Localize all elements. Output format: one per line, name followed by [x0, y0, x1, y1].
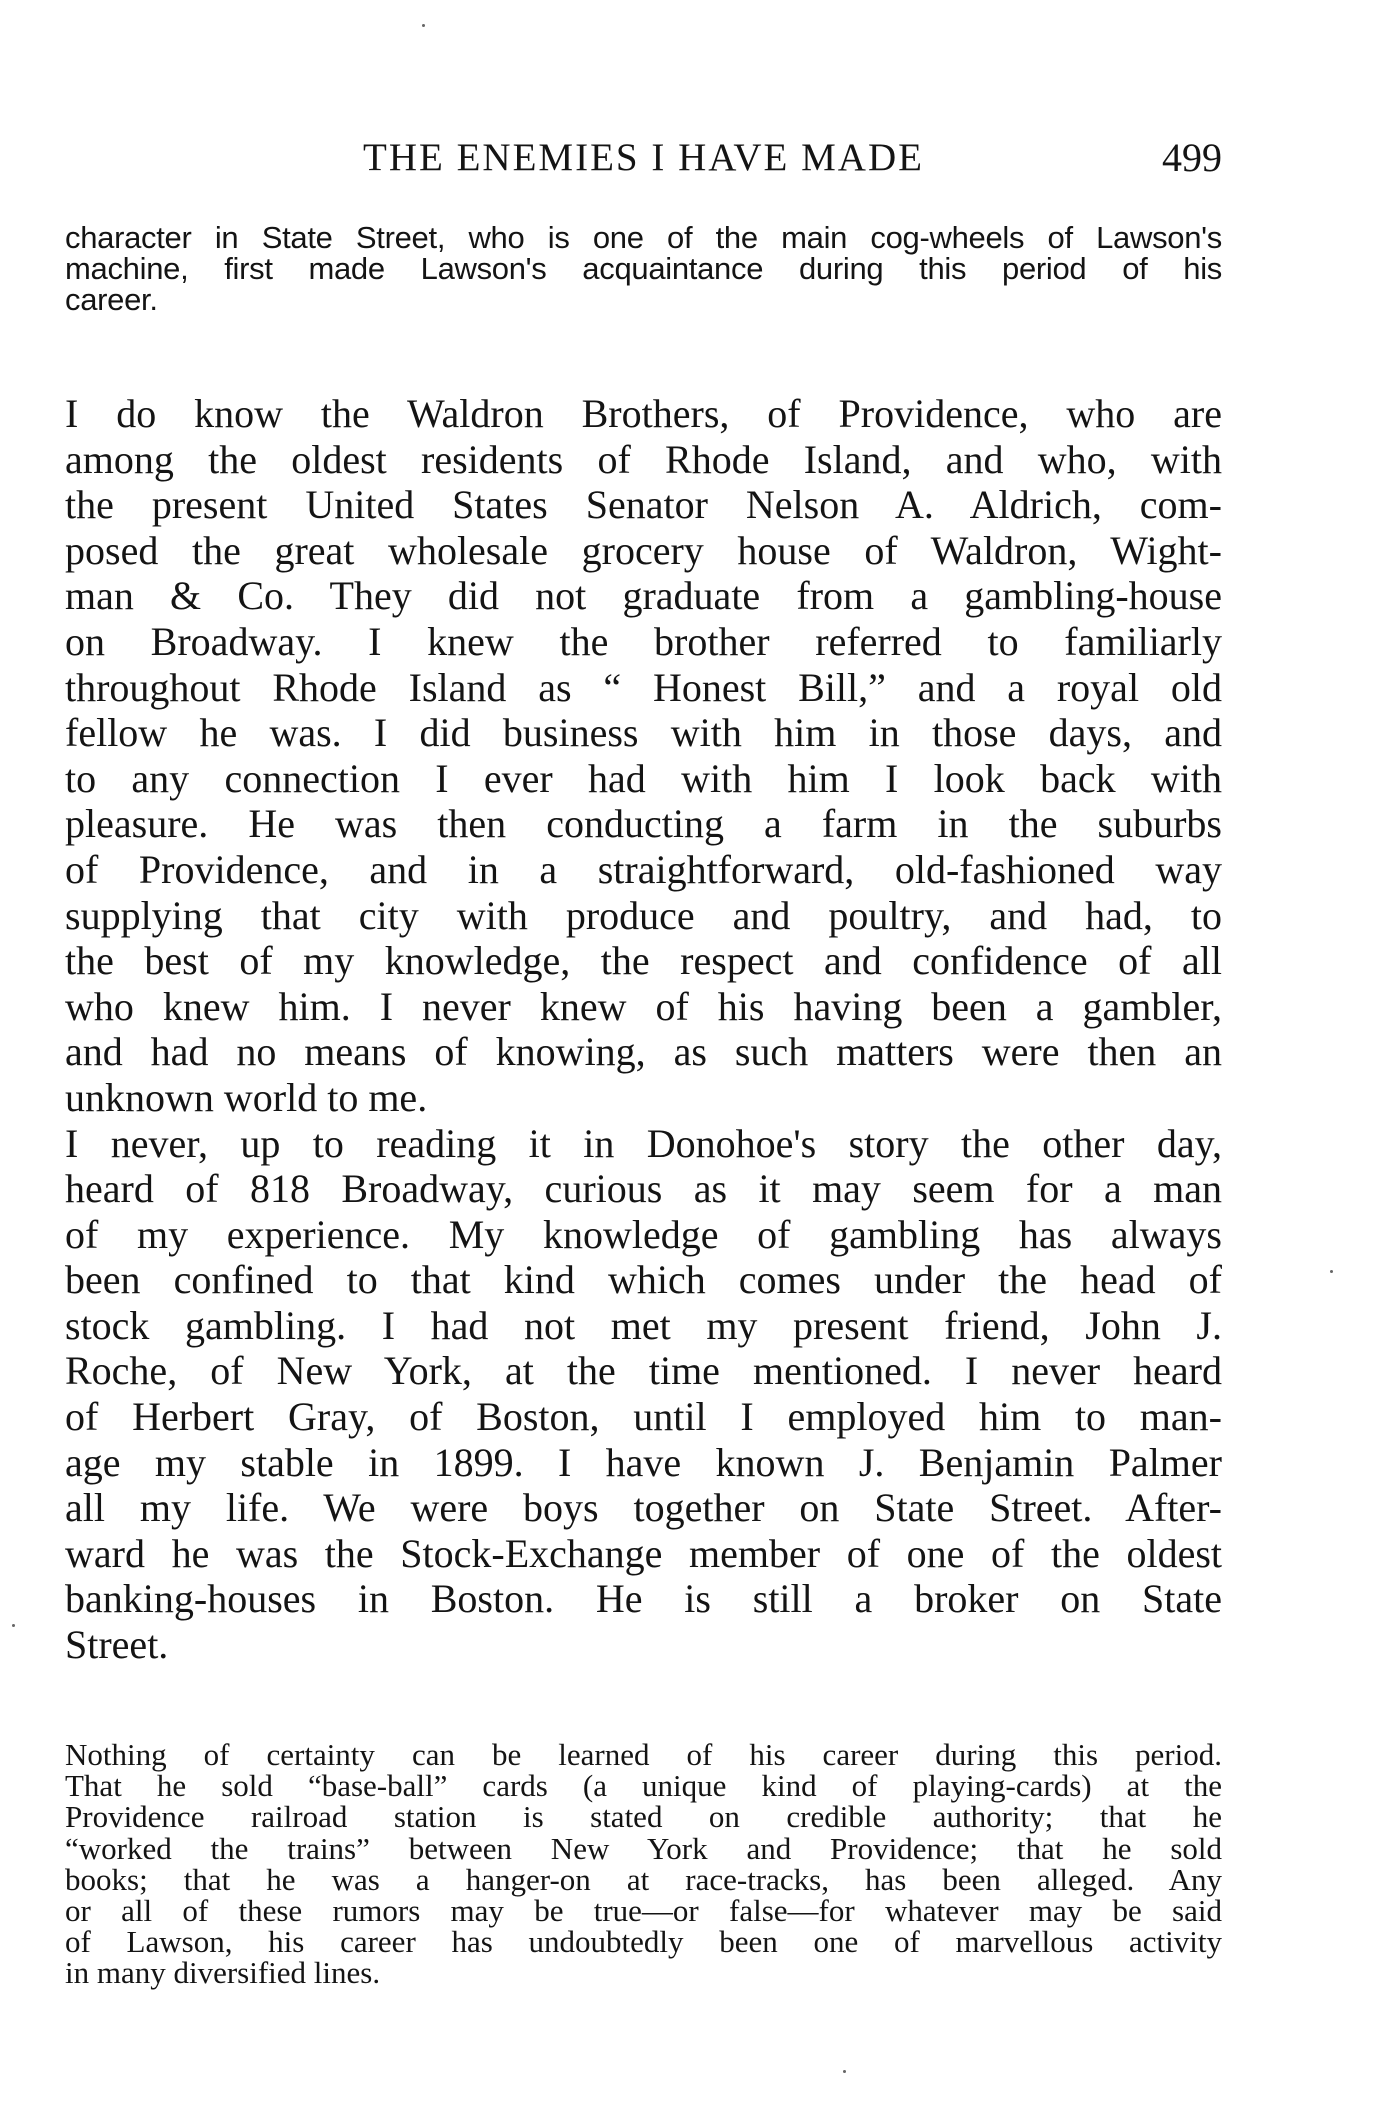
body-line: pleasure. He was then conducting a farm in the suburbs	[65, 801, 1222, 847]
main-text	[65, 391, 1222, 1668]
body-line: ward he was the Stock-Exchange member of one of the oldest	[65, 1530, 1222, 1576]
footnote-line: Nothing of certainty can be learned of his career during this period.	[65, 1737, 1222, 1772]
body-line: heard of 818 Broadway, curious as it may seem for a man	[65, 1166, 1222, 1212]
body-line: age my stable in 1899. I have known J. Benjamin Palmer	[65, 1439, 1222, 1485]
footnote	[65, 1739, 1222, 1989]
note-line: career.	[65, 282, 158, 317]
body-line: the present United States Senator Nelson A. Aldrich, com-	[65, 482, 1222, 528]
body-line: to any connection I ever had with him I look back with	[65, 755, 1222, 801]
paper-speck	[843, 2070, 846, 2073]
note-line: machine, first made Lawson's acquaintance during this period of his	[65, 251, 1222, 286]
body-line: I never, up to reading it in Donohoe's story the other day,	[65, 1120, 1222, 1166]
body-line: who knew him. I never knew of his having been a gambler,	[65, 983, 1222, 1029]
body-line: fellow he was. I did business with him in those days, and	[65, 710, 1222, 756]
footnote-line: That he sold “base-ball” cards (a unique kind of playing-cards) at the	[65, 1768, 1222, 1804]
footnote-line: of Lawson, his career has undoubtedly been one of marvellous activity	[65, 1924, 1222, 1960]
body-line: and had no means of knowing, as such matters were then an	[65, 1029, 1222, 1075]
footnote-line: “worked the trains” between New York and Providence; that he sold	[65, 1830, 1222, 1866]
body-line: supplying that city with produce and poultry, and had, to	[65, 892, 1222, 938]
paper-speck	[12, 1624, 15, 1627]
running-title: THE ENEMIES I HAVE MADE	[363, 136, 924, 179]
body-line: stock gambling. I had not met my present friend, John J.	[65, 1302, 1222, 1348]
footnote-line: in many diversified lines.	[65, 1955, 381, 1991]
body-line: among the oldest residents of Rhode Island, and who, with	[65, 436, 1222, 482]
body-line: throughout Rhode Island as “ Honest Bill,” and a royal old	[65, 664, 1222, 710]
footnote-line: or all of these rumors may be true—or false—for whatever may be said	[65, 1892, 1222, 1928]
body-line: I do know the Waldron Brothers, of Providence, who are	[65, 391, 1222, 436]
body-line: on Broadway. I knew the brother referred to familiarly	[65, 618, 1222, 664]
body-line: the best of my knowledge, the respect and confidence of all	[65, 938, 1222, 984]
body-line: of Herbert Gray, of Boston, until I employed him to man-	[65, 1394, 1222, 1440]
paper-speck	[422, 24, 425, 27]
body-line: of my experience. My knowledge of gambling has always	[65, 1211, 1222, 1257]
body-line: Street.	[65, 1622, 169, 1668]
paper-speck	[1330, 1270, 1333, 1273]
continued-footnote	[65, 222, 1222, 315]
body-line: Roche, of New York, at the time mentioned. I never heard	[65, 1348, 1222, 1394]
body-line: man & Co. They did not graduate from a gambling-house	[65, 573, 1222, 619]
body-line: of Providence, and in a straightforward, old-fashioned way	[65, 846, 1222, 892]
note-line: character in State Street, who is one of the main cog-wheels of Lawson's	[65, 220, 1222, 255]
body-line: banking-houses in Boston. He is still a broker on State	[65, 1576, 1222, 1622]
page-number: 499	[1162, 135, 1222, 180]
body-line: unknown world to me.	[65, 1074, 428, 1120]
body-line: all my life. We were boys together on State Street. After-	[65, 1485, 1222, 1531]
footnote-line: books; that he was a hanger-on at race-tracks, has been alleged. Any	[65, 1861, 1222, 1897]
running-head	[65, 128, 1222, 188]
footnote-line: Providence railroad station is stated on credible authority; that he	[65, 1799, 1222, 1835]
body-line: posed the great wholesale grocery house of Waldron, Wight-	[65, 527, 1222, 573]
body-line: been confined to that kind which comes under the head of	[65, 1257, 1222, 1303]
